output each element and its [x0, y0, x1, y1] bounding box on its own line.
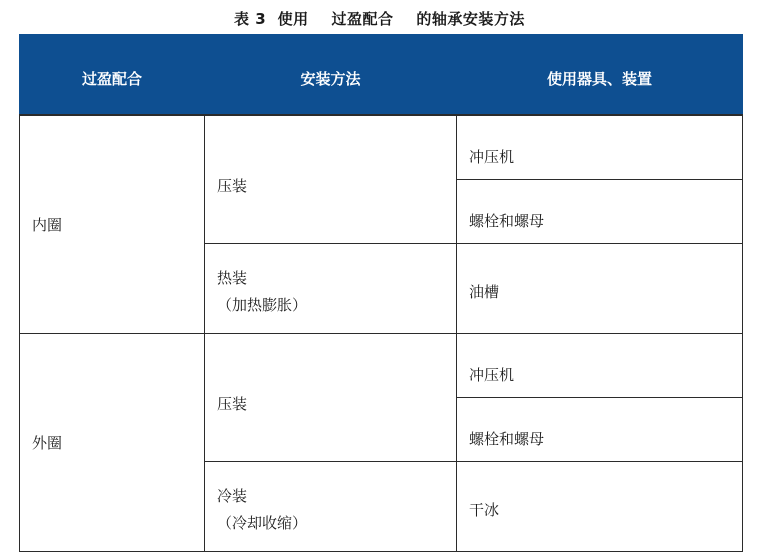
tool-outer-dry-ice: 干冰	[457, 461, 743, 551]
method-outer-thermal-label: 冷装	[217, 487, 248, 505]
header-method: 安装方法	[205, 35, 457, 116]
table-row	[20, 333, 743, 397]
method-outer-thermal	[205, 461, 457, 551]
method-outer-thermal-note: （冷却收缩）	[217, 514, 308, 532]
tool-inner-press-machine: 冲压机	[457, 115, 743, 179]
header-fit: 过盈配合	[20, 35, 205, 116]
table-row	[20, 115, 743, 179]
tool-inner-bolt-nut: 螺栓和螺母	[457, 179, 743, 243]
fit-outer-ring: 外圈	[20, 333, 205, 551]
table-header-row	[20, 35, 743, 116]
method-inner-press: 压装	[205, 115, 457, 243]
method-inner-thermal-note: （加热膨胀）	[217, 296, 308, 314]
method-inner-thermal-label: 热装	[217, 269, 248, 287]
tool-outer-press-machine: 冲压机	[457, 333, 743, 397]
method-outer-press: 压装	[205, 333, 457, 461]
method-inner-thermal	[205, 243, 457, 333]
tool-outer-bolt-nut: 螺栓和螺母	[457, 397, 743, 461]
table-caption: 表 3 使用 过盈配合 的轴承安装方法	[234, 10, 525, 28]
header-tools: 使用器具、装置	[457, 35, 743, 116]
bearing-mounting-table	[19, 34, 743, 552]
tool-inner-oil-bath: 油槽	[457, 243, 743, 333]
fit-inner-ring: 内圈	[20, 115, 205, 333]
